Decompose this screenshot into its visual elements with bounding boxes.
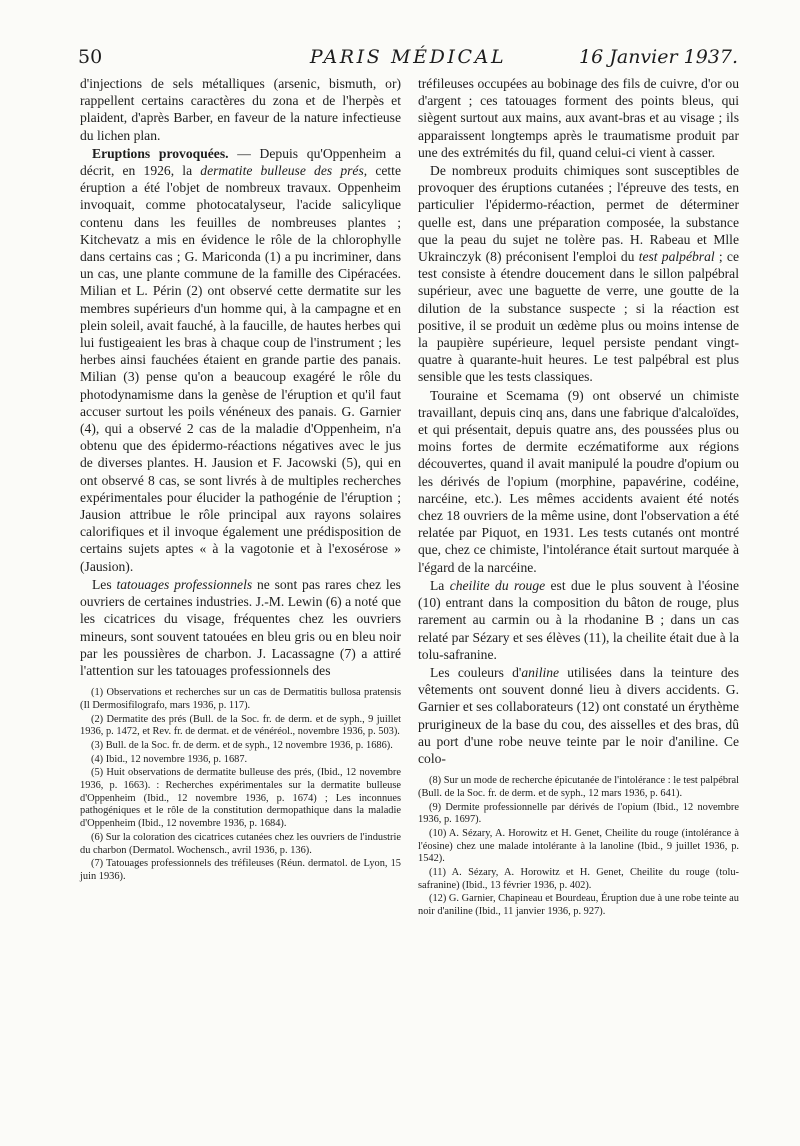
paragraph: d'injections de sels métalliques (arsenic, bismuth, or) rappellent certains caractères du zona et de l'herpès et plaident, d'après Barber, en faveur de la nature infectieuse du lichen plan. — [80, 76, 401, 143]
text-run: ne sont pas rares chez les ouvriers de certaines industries. J.-M. Lewin (6) a noté que les cicatrices du visage, fréquentes chez les ouvriers mineurs, sont souvent tatouées en bleu gris ou en bleu noir par les poussières de charbon. J. Lacassagne (7) a attiré l'attention sur les tatouages professionnels des — [80, 576, 401, 678]
text-run: ; ce test consiste à étendre doucement dans le sillon palpébral supérieur, avec une baguette de verre, une goutte de la dilution de la substance suspecte ; si la réaction est positive, il se produit un œdème plus ou moins intense de la paupière supérieure, lequel persiste pendant vingt-quatre à quarante-huit heures. Le test palpébral est plus sensible que les tests classiques. — [418, 249, 739, 385]
emphasis: cheilite du rouge — [449, 577, 546, 593]
footnote: (7) Tatouages professionnels des tréfileuses (Réun. dermatol. de Lyon, 15 juin 1936). — [80, 858, 401, 882]
emphasis: test palpébral — [638, 249, 715, 265]
footnote: (12) G. Garnier, Chapineau et Bourdeau, Éruption due à une robe teinte au noir d'aniline (Ibid., 11 janvier 1936, p. 927). — [418, 893, 739, 918]
emphasis: aniline — [521, 664, 560, 680]
text-run: Les couleurs d' — [430, 664, 522, 680]
text-run: utilisées dans la teinture des vêtements ont souvent donné lieu à divers accidents. G. Garnier et ses collaborateurs (12) ont constaté un érythème prurigineux de la base du cou, des aisselles et des bras, dû au port d'une robe neuve teinte par le noir d'aniline. Ce colo- — [418, 664, 739, 766]
text-run: De nombreux produits chimiques sont susceptibles de provoquer des éruptions cutanées ; l'épreuve des tests, en particulier l'épidermo-réaction, permet de déterminer quelle est, dans une préparation composée, la substance que la peau du sujet ne tolère pas. H. Rabeau et Mlle Ukrainczyk (8) préconisent l'emploi du — [418, 163, 739, 265]
text-run: Les — [92, 576, 117, 592]
paragraph — [418, 577, 739, 663]
text-run: est due le plus souvent à l'éosine (10) entrant dans la composition du bâton de rouge, plus rarement au carmin ou à la rhodanine B ; dans un cas relaté par Sézary et ses élèves (11), la cheilite était due à la tolu-safranine. — [418, 577, 739, 662]
footnote: (10) A. Sézary, A. Horowitz et H. Genet, Cheilite du rouge (intolérance à l'éosine) chez une malade intolérante à la lanoline (Ibid., 9 juillet 1936, p. 1542). — [418, 827, 739, 865]
emphasis: dermatite bulleuse des prés — [200, 163, 364, 179]
footnote: (6) Sur la coloration des cicatrices cutanées chez les ouvriers de l'industrie du charbon (Dermatol. Wochensch., avril 1936, p. 136). — [80, 831, 401, 856]
page-header — [78, 42, 738, 72]
paragraph: Touraine et Scemama (9) ont observé un chimiste travaillant, depuis cinq ans, dans une fabrique d'alcaloïdes, et qui présentait, depuis quatre ans, des poussées plus ou moins fortes de dermite eczématiforme aux régions découvertes, quand il avait manipulé la poudre d'opium ou les dérivés de l'opium (morphine, papavérine, codéine, narcéine, etc.). Les mêmes accidents avaient été notés chez 18 ouvriers de la même usine, dont l'observation a été relatée par Piquot, en 1931. Les tests cutanés ont montré que, chez ce chimiste, l'intolérance était surtout marquée à l'égard de la narcéine. — [418, 387, 739, 575]
text-run: — Depuis qu'Oppenheim a décrit, en 1926, la — [80, 145, 402, 179]
footnote: (2) Dermatite des prés (Bull. de la Soc. fr. de derm. et de syph., 9 juillet 1936, p. 1472, et Rev. fr. de dermat. et de vénéréol., novembre 1936, p. 503). — [80, 713, 401, 738]
text-run: , cette éruption a été l'objet de nombreux travaux. Oppenheim invoquait, comme photocatalyseur, l'acide salicylique contenu dans les feuilles de nombreuses plantes ; Kitchevatz a mis en évidence le rôle de la chlorophylle dans certains cas ; G. Mariconda (1) a pu incriminer, dans un cas, une plante commune de la famille des Cipéracées. Milian et L. Périn (2) ont observé cette dermatite sur les membres supérieurs d'un homme qui, à la campagne et en plein soleil, avait fauché, à la faucille, de hautes herbes qui lui fustigeaient les bras à chaque coup de l'instrument ; les herbes ainsi fauchées étaient en grande partie des panais. Milian (3) pense qu'on a beaucoup exagéré le rôle du photodynamisme dans la genèse de l'éruption et qu'il faut accuser surtout les poils vénéneux des panais. G. Garnier (4), qui a observé 2 cas de la maladie d'Oppenheim, n'a obtenu que des épidermo-réactions négatives avec le jus de diverses plantes. H. Jausion et F. Jacowski (5), qui en ont observé 8 cas, se sont livrés à de multiples recherches expérimentales pour élucider la pathogénie de l'éruption ; Jausion attribue le rôle principal aux rayons solaires calorifiques et il invoque également une prédisposition de certains sujets aptes « à la vagotonie et à l'exosérose » (Jausion). — [80, 163, 401, 574]
footnote: (8) Sur un mode de recherche épicutanée de l'intolérance : le test palpébral (Bull. de la Soc. fr. de derm. et de syph., 12 mars 1936, p. 641). — [418, 775, 739, 799]
emphasis: tatouages professionnels — [116, 576, 253, 592]
text-run: La — [430, 577, 450, 593]
paragraph: tréfileuses occupées au bobinage des fils de cuivre, d'or ou d'argent ; ces tatouages forment des points bleus, qui siègent surtout aux mains, aux avant-bras et au visage ; ils apparaissent longtemps après le traumatisme produit par une des extrémités du fil, quand celui-ci vient à casser. — [418, 76, 739, 160]
footnote: (3) Bull. de la Soc. fr. de derm. et de syph., 12 novembre 1936, p. 1686). — [91, 739, 393, 751]
left-column — [80, 75, 401, 885]
paragraph — [80, 145, 401, 575]
footnote: (4) Ibid., 12 novembre 1936, p. 1687. — [91, 753, 248, 765]
journal-title: PARIS MÉDICAL — [309, 46, 507, 68]
issue-date: 16 Janvier 1937. — [579, 46, 738, 68]
paragraph — [80, 576, 401, 679]
footnote: (5) Huit observations de dermatite bulleuse des prés, (Ibid., 12 novembre 1936, p. 1663). : Recherches expérimentales sur la dermatite bulleuse d'Oppenheim (Ibid., 12 novembre 1936, p. 1674) ; Les inconnues pathogéniques et le rôle de la constitution dermopathique dans la maladie d'Oppenheim (Ibid., 12 novembre 1936, p. 1684). — [80, 767, 401, 830]
paragraph — [418, 162, 739, 386]
footnote-separator — [80, 680, 401, 687]
paragraph — [418, 664, 739, 767]
footnote: (1) Observations et recherches sur un cas de Dermatitis bullosa pratensis (Il Dermosifilografo, mars 1936, p. 117). — [80, 687, 401, 711]
footnote-separator — [418, 768, 739, 775]
footnote: (9) Dermite professionnelle par dérivés de l'opium (Ibid., 12 novembre 1936, p. 1697). — [418, 801, 739, 826]
section-heading: Eruptions provoquées. — [92, 145, 229, 161]
right-column — [418, 75, 739, 920]
footnote: (11) A. Sézary, A. Horowitz et H. Genet, Cheilite du rouge (tolu-safranine) (Ibid., 13 février 1936, p. 402). — [418, 867, 739, 891]
page-number: 50 — [78, 46, 103, 68]
